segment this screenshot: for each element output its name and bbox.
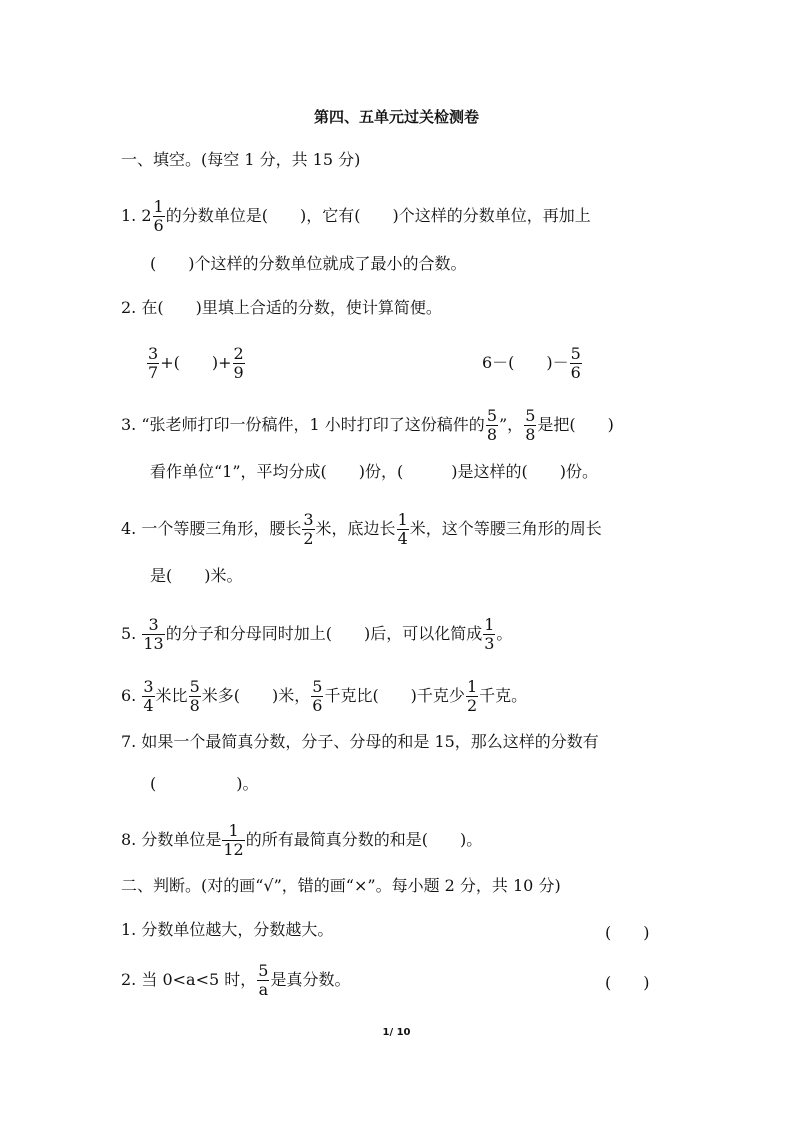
fraction: $\frac{1}{6}$ — [153, 197, 164, 235]
section-heading-fill: 一、填空。(每空 1 分，共 15 分) — [121, 150, 361, 169]
q1-text: 的分数单位是( )，它有( )个这样的分数单位，再加上 — [165, 206, 591, 225]
fraction: $\frac{5}{a}$ — [258, 961, 269, 999]
question-5: 5. $\frac{3}{13}$ 的分子和分母同时加上( )后，可以化简成 $\frac{1}{3}$ 。 — [121, 615, 513, 653]
answer-blank: ( ) — [605, 923, 650, 942]
question-1 — [121, 198, 591, 235]
page-number: 1/ 10 — [382, 1027, 411, 1038]
question-1-cont: ( )个这样的分数单位就成了最小的合数。 — [150, 254, 467, 273]
q2-expression-2: 6－( )－ $\frac{5}{6}$ — [482, 344, 581, 382]
fraction: $\frac{1}{4}$ — [397, 510, 408, 548]
question-7-cont: ( )。 — [150, 774, 259, 793]
section-heading-judge: 二、判断。(对的画“√”，错的画“×”。每小题 2 分，共 10 分) — [121, 876, 561, 895]
fraction: $\frac{3}{13}$ — [143, 615, 164, 653]
question-7: 7. 如果一个最简真分数，分子、分母的和是 15，那么这样的分数有 — [121, 732, 599, 751]
fraction: $\frac{2}{9}$ — [233, 344, 244, 382]
page-title: 第四、五单元过关检测卷 — [313, 108, 479, 126]
question-2: 2. 在( )里填上合适的分数，使计算简便。 — [121, 298, 442, 317]
judge-question-2: 2. 当 0<a<5 时， $\frac{5}{a}$ 是真分数。 — [121, 961, 351, 999]
fraction: $\frac{5}{6}$ — [570, 344, 581, 382]
fraction: $\frac{3}{2}$ — [303, 510, 314, 548]
question-3: 3. “张老师打印一份稿件，1 小时打印了这份稿件的 $\frac{5}{8}$ ”， $\frac{5}{8}$ 是把( ) — [121, 406, 614, 444]
question-6: 6. $\frac{3}{4}$ 米比 $\frac{5}{8}$ 米多( )米， $\frac{5}{6}$ 千克比( )千克少 $\frac{1}{2}$ 千克。 — [121, 677, 528, 715]
question-3-cont: 看作单位“1”，平均分成( )份，( )是这样的( )份。 — [150, 462, 598, 481]
question-4-cont: 是( )米。 — [150, 566, 243, 585]
fraction: $\frac{3}{4}$ — [143, 677, 154, 715]
fraction: $\frac{5}{8}$ — [486, 406, 497, 444]
question-4: 4. 一个等腰三角形，腰长 $\frac{3}{2}$ 米，底边长 $\frac{1}{4}$ 米，这个等腰三角形的周长 — [121, 510, 602, 548]
fraction: $\frac{1}{12}$ — [223, 821, 244, 859]
q1-number: 1. 2 — [121, 206, 152, 225]
judge-question-1: 1. 分数单位越大，分数越大。 — [121, 920, 334, 939]
fraction: $\frac{1}{2}$ — [466, 677, 478, 715]
fraction: $\frac{5}{6}$ — [312, 677, 323, 715]
fraction: $\frac{1}{3}$ — [484, 615, 495, 653]
q2-expression-1: $\frac{3}{7}$ +( )+ $\frac{2}{9}$ — [148, 344, 244, 382]
answer-blank: ( ) — [605, 973, 650, 992]
fraction: $\frac{5}{8}$ — [189, 677, 200, 715]
question-8: 8. 分数单位是 $\frac{1}{12}$ 的所有最简真分数的和是( )。 — [121, 821, 483, 859]
fraction: $\frac{5}{8}$ — [525, 406, 536, 444]
fraction: $\frac{3}{7}$ — [148, 344, 159, 382]
